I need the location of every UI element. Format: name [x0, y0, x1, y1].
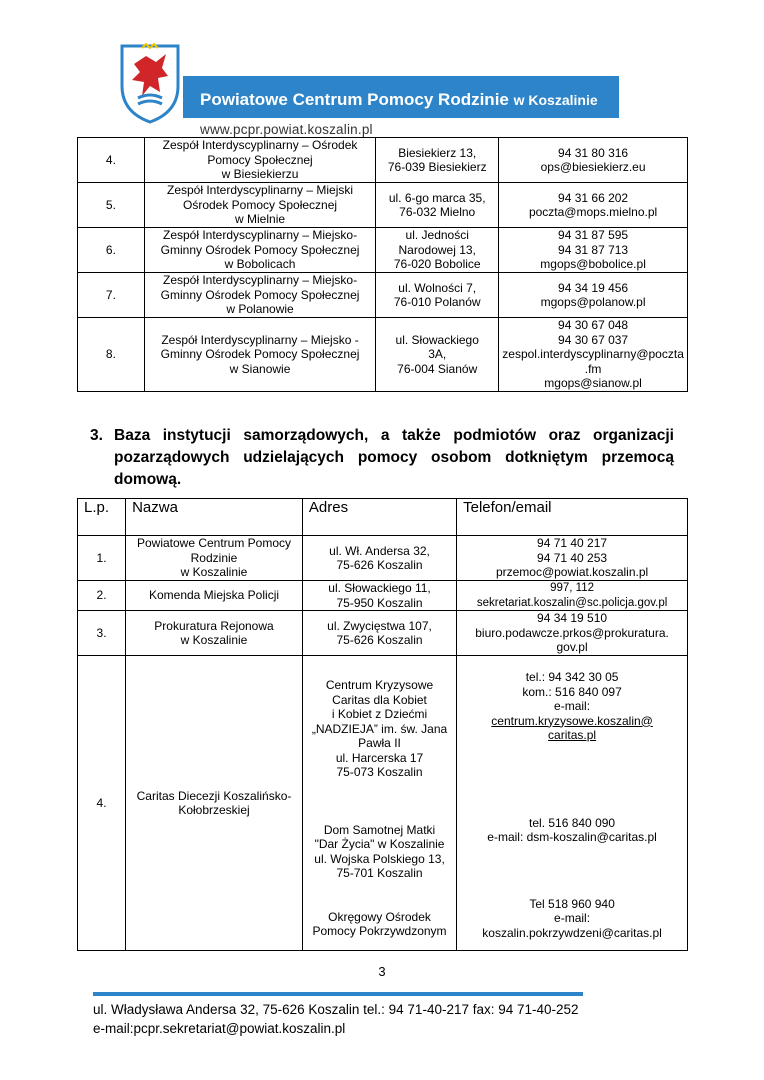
column-header-address: Adres: [302, 499, 456, 536]
website-address: www.pcpr.powiat.koszalin.pl: [200, 122, 373, 137]
unit-address: Centrum Kryzysowe Caritas dla Kobiet i Kobiet z Dziećmi „NADZIEJA” im. św. Jana Pawła II ul. Harcerska 17 75-073 Koszalin: [311, 678, 448, 779]
table-row: [78, 228, 688, 273]
institution-contact: 94 31 87 595 94 31 87 713 mgops@bobolice.pl: [499, 228, 688, 273]
unit-address: Okręgowy Ośrodek Pomocy Pokrzywdzonym: [312, 909, 447, 938]
institution-contact: 94 34 19 510 biuro.podawcze.prkos@prokuratura. gov.pl: [457, 611, 688, 656]
institution-address: Biesiekierz 13, 76-039 Biesiekierz: [376, 138, 499, 183]
institution-address: ul. 6-go marca 35, 76-032 Mielno: [376, 183, 499, 228]
unit-contact: tel. 516 840 090 e-mail: dsm-koszalin@caritas.pl: [487, 815, 657, 844]
row-number: 7.: [78, 273, 145, 318]
section-heading: [90, 425, 674, 491]
institution-name: Zespół Interdyscyplinarny – Miejsko - Gminny Ośrodek Pomocy Społecznej w Sianowie: [144, 318, 375, 392]
institution-address: ul. Słowackiego 11, 75-950 Koszalin: [302, 581, 456, 611]
row-number: 3.: [78, 611, 126, 656]
footer-email: e-mail:pcpr.sekretariat@powiat.koszalin.pl: [93, 1021, 346, 1036]
table-row: [78, 581, 688, 611]
table-row: [78, 656, 688, 951]
institution-contact: 94 71 40 217 94 71 40 253 przemoc@powiat.koszalin.pl: [457, 536, 688, 581]
table-row: [78, 273, 688, 318]
table-row: [78, 318, 688, 392]
page-number: 3: [378, 964, 386, 979]
unit-address: Dom Samotnej Matki "Dar Życia" w Koszalinie ul. Wojska Polskiego 13, 75-701 Koszalin: [314, 822, 445, 880]
footer-contact: [93, 1000, 579, 1038]
column-header-lp: L.p.: [78, 499, 126, 536]
institution-contact: 94 31 66 202 poczta@mops.mielno.pl: [499, 183, 688, 228]
institution-contact: [457, 656, 688, 951]
unit-contact: tel.: 94 342 30 05 kom.: 516 840 097 e-mail: centrum.kryzysowe.koszalin@ caritas.pl: [491, 670, 653, 742]
institution-contact: 94 31 80 316 ops@biesiekierz.eu: [499, 138, 688, 183]
row-number: 8.: [78, 318, 145, 392]
unit-contact: Tel 518 960 940 e-mail: koszalin.pokrzywdzeni@caritas.pl: [482, 896, 662, 940]
institution-contact: 94 30 67 048 94 30 67 037 zespol.interdyscyplinarny@poczta .fm mgops@sianow.pl: [499, 318, 688, 392]
institution-contact: 94 34 19 456 mgops@polanow.pl: [499, 273, 688, 318]
institution-address: [302, 656, 456, 951]
header-title: Powiatowe Centrum Pomocy Rodzinie w Koszalinie: [200, 90, 598, 109]
table-row: [78, 183, 688, 228]
table-row: [78, 536, 688, 581]
coat-of-arms-logo: [116, 42, 184, 124]
institution-name: Zespół Interdyscyplinarny – Miejsko- Gminny Ośrodek Pomocy Społecznej w Bobolicach: [144, 228, 375, 273]
letterhead: [0, 0, 764, 140]
institution-name: Caritas Diecezji Koszalińsko- Kołobrzeskiej: [126, 656, 303, 951]
institution-address: ul. Wł. Andersa 32, 75-626 Koszalin: [302, 536, 456, 581]
table-row: [78, 138, 688, 183]
table-row: [78, 611, 688, 656]
section-title: Baza instytucji samorządowych, a także podmiotów oraz organizacji pozarządowych udzielających pomocy osobom dotkniętym przemocą domową.: [114, 427, 674, 488]
row-number: 4.: [78, 656, 126, 951]
row-number: 4.: [78, 138, 145, 183]
institution-address: ul. Wolności 7, 76-010 Polanów: [376, 273, 499, 318]
institution-name: Zespół Interdyscyplinarny – Ośrodek Pomocy Społecznej w Biesiekierzu: [144, 138, 375, 183]
institution-name: Zespół Interdyscyplinarny – Miejsko- Gminny Ośrodek Pomocy Społecznej w Polanowie: [144, 273, 375, 318]
institution-name: Zespół Interdyscyplinarny – Miejski Ośrodek Pomocy Społecznej w Mielnie: [144, 183, 375, 228]
section-number: 3.: [90, 427, 103, 444]
institution-name: Powiatowe Centrum Pomocy Rodzinie w Koszalinie: [126, 536, 303, 581]
institutions-table: [77, 498, 688, 951]
institution-address: ul. Jedności Narodowej 13, 76-020 Bobolice: [376, 228, 499, 273]
institution-name: Komenda Miejska Policji: [126, 581, 303, 611]
team-contacts-table: [77, 137, 688, 392]
footer-divider: [93, 992, 583, 996]
column-header-contact: Telefon/email: [457, 499, 688, 536]
row-number: 6.: [78, 228, 145, 273]
footer-address: ul. Władysława Andersa 32, 75-626 Koszalin tel.: 94 71-40-217 fax: 94 71-40-252: [93, 1002, 579, 1017]
row-number: 5.: [78, 183, 145, 228]
row-number: 1.: [78, 536, 126, 581]
institution-address: ul. Słowackiego 3A, 76-004 Sianów: [376, 318, 499, 392]
table-header-row: [78, 499, 688, 536]
institution-contact: 997, 112 sekretariat.koszalin@sc.policja.gov.pl: [457, 581, 688, 611]
institution-address: ul. Zwycięstwa 107, 75-626 Koszalin: [302, 611, 456, 656]
row-number: 2.: [78, 581, 126, 611]
institution-name: Prokuratura Rejonowa w Koszalinie: [126, 611, 303, 656]
column-header-name: Nazwa: [126, 499, 303, 536]
